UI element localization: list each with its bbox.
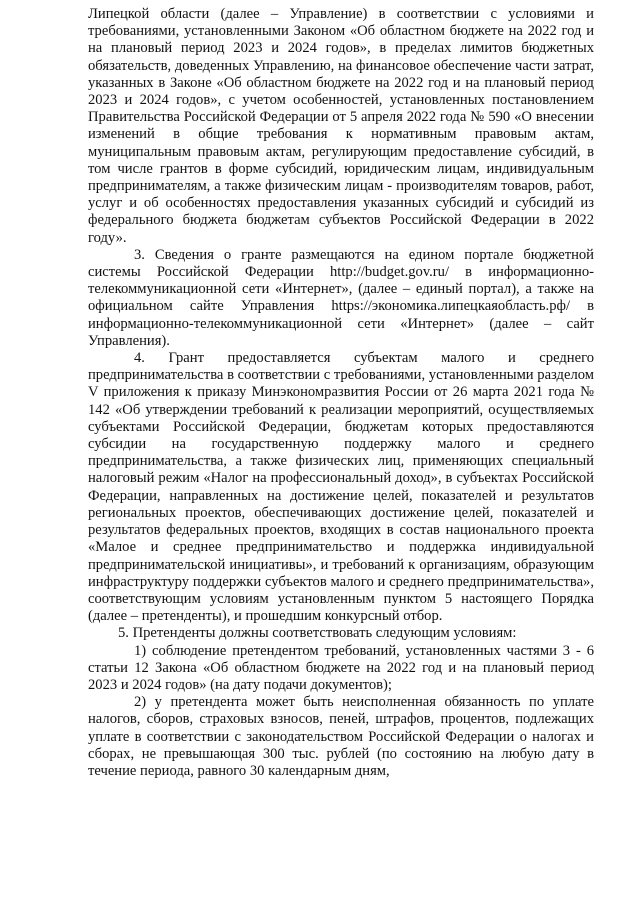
paragraph-5-2-tax-obligation: 2) у претендента может быть неисполненная обязанность по уплате налогов, сборов, страховых взносов, пеней, штрафов, процентов, подлежащих уплате в соответствии с законодательством Российской Федерации о налогах и сборах, не превышающая 300 тыс. рублей (по состоянию на любую дату в течение периода, равного 30 календарным дням, [88,694,594,779]
paragraph-5-1-requirement: 1) соблюдение претендентом требований, установленных частями 3 - 6 статьи 12 Закона «Об областном бюджете на 2022 год и на плановый период 2023 и 2024 годов» (на дату подачи документов); [88,642,594,693]
document-page [88,6,594,780]
paragraph-4-grant-recipients: 4. Грант предоставляется субъектам малого и среднего предпринимательства в соответствии с требованиями, установленными разделом V приложения к приказу Минэкономразвития России от 26 марта 2021 года № 142 «Об утверждении требований к реализации мероприятий, осуществляемых субъектами Российской Федерации, бюджетам которых предоставляются субсидии на государственную поддержку малого и среднего предпринимательства, а также физических лиц, применяющих специальный налоговый режим «Налог на профессиональный доход», в субъектах Российской Федерации, направленных на достижение целей, показателей и результатов региональных проектов, обеспечивающих достижение целей, показателей и результатов федеральных проектов, входящих в состав национального проекта «Малое и среднее предпринимательство и поддержка индивидуальной предпринимательской инициативы», и требований к организациям, образующим инфраструктуру поддержки субъектов малого и среднего предпринимательства», соответствующим условиям установленным пунктом 5 настоящего Порядка (далее – претенденты), и прошедшим конкурсный отбор. [88,350,594,625]
paragraph-5-conditions: 5. Претенденты должны соответствовать следующим условиям: [118,625,517,642]
paragraph-3-grant-info: 3. Сведения о гранте размещаются на едином портале бюджетной системы Российской Федерации http://budget.gov.ru/ в информационно-телекоммуникационной сети «Интернет», (далее – единый портал), а также на официальном сайте Управления https://экономика.липецкаяобласть.рф/ в информационно-телекоммуникационной сети «Интернет» (далее – сайт Управления). [88,246,594,349]
paragraph-intro-continuation: Липецкой области (далее – Управление) в соответствии с условиями и требованиями, установленными Законом «Об областном бюджете на 2022 год и на плановый период 2023 и 2024 годов», в пределах лимитов бюджетных обязательств, доведенных Управлению, на финансовое обеспечение части затрат, указанных в Законе «Об областном бюджете на 2022 год и на плановый период 2023 и 2024 годов», с учетом особенностей, установленных постановлением Правительства Российской Федерации от 5 апреля 2022 года № 590 «О внесении изменений в общие требования к нормативным правовым актам, муниципальным правовым актам, регулирующим предоставление субсидий, в том числе грантов в форме субсидий, юридическим лицам, индивидуальным предпринимателям, а также физическим лицам - производителям товаров, работ, услуг и об особенностях предоставления указанных субсидий и субсидий из федерального бюджета бюджетам субъектов Российской Федерации в 2022 году». [88,6,594,246]
